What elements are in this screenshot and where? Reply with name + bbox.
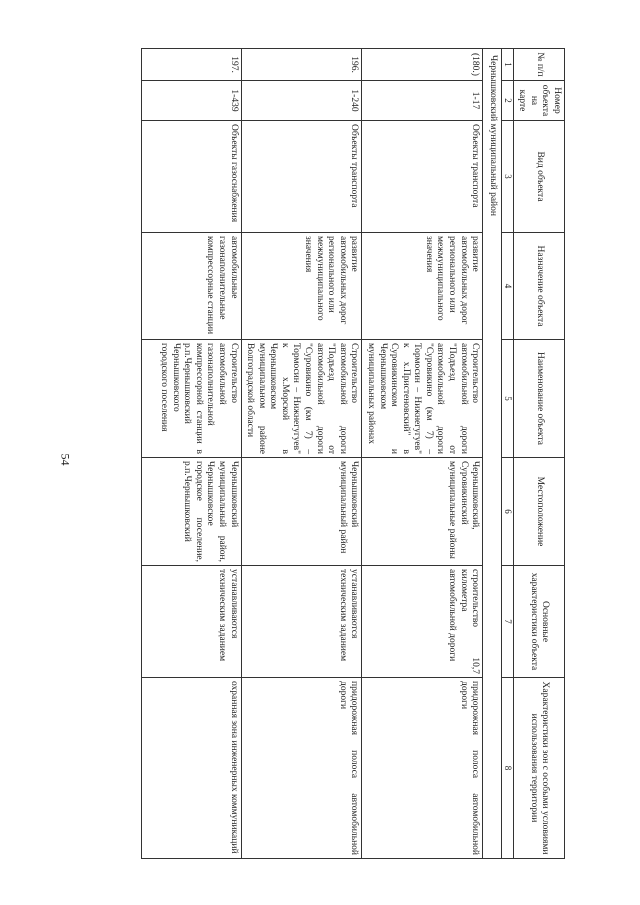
object-name: Строительство автомобильной газонаполнительной компрессорной станции в р.п.Чернышковский Чернышковского городского поселения xyxy=(141,340,241,458)
header-cell: Назначение объекта xyxy=(513,233,564,340)
object-kind: Объекты транспорта xyxy=(241,121,362,233)
object-location: Чернышковский муниципальный район xyxy=(241,458,362,566)
object-location: Чернышковский, Суровикинский муниципальные районы xyxy=(362,458,483,566)
page-number: 54 xyxy=(58,453,73,466)
header-row xyxy=(513,49,564,859)
column-number: 2 xyxy=(501,81,513,121)
column-number: 5 xyxy=(501,340,513,458)
table-row xyxy=(141,49,241,859)
row-number: 197. xyxy=(141,49,241,81)
objects-table xyxy=(141,48,565,859)
object-kind: Объекты газоснабжения xyxy=(141,121,241,233)
section-title: Чернышковский муниципальный район xyxy=(483,49,502,859)
header-cell: Местоположение xyxy=(513,458,564,566)
column-number: 1 xyxy=(501,49,513,81)
column-number-row xyxy=(501,49,513,859)
table-row xyxy=(362,49,483,859)
table-row xyxy=(241,49,362,859)
section-row xyxy=(483,49,502,859)
object-name: Строительство автомобильной дороги "Подъезд от автомобильной дороги "Суровикино (км 7) – Тормосин – Нижнегугуев" к х.Морской в Чернышковском муниципальном районе Волгоградской области xyxy=(241,340,362,458)
object-purpose: автомобильные газонаполнительные компрессорные станции xyxy=(141,233,241,340)
column-number: 8 xyxy=(501,678,513,859)
object-characteristics: устанавливаются техническим заданием xyxy=(241,566,362,678)
header-cell: Номер объекта на карте xyxy=(513,81,564,121)
object-purpose: развитие автомобильных дорог регионального или межмуниципального значения xyxy=(362,233,483,340)
column-number: 7 xyxy=(501,566,513,678)
row-number: 196. xyxy=(241,49,362,81)
rotated-sheet xyxy=(80,48,640,858)
map-id: 1-439 xyxy=(141,81,241,121)
header-cell: № п/п xyxy=(513,49,564,81)
object-characteristics: устанавливаются техническим заданием xyxy=(141,566,241,678)
zone-characteristics: придорожная полоса автомобильной дороги xyxy=(362,678,483,859)
object-kind: Объекты транспорта xyxy=(362,121,483,233)
header-cell: Основные характеристики объекта xyxy=(513,566,564,678)
object-name: Строительство автомобильной дороги "Подъезд от автомобильной дороги "Суровикино (км 7) – Тормосин – Нижнегугуев" к х.Пристеновский" в Суровикинском и Чернышковском муниципальных районах xyxy=(362,340,483,458)
column-number: 4 xyxy=(501,233,513,340)
map-id: 1-240 xyxy=(241,81,362,121)
column-number: 3 xyxy=(501,121,513,233)
object-characteristics: строительство 10,7 километра автомобильной дороги xyxy=(362,566,483,678)
object-location: Чернышковский муниципальный район, Чернышковское городское поселение, р.п.Чернышковский xyxy=(141,458,241,566)
zone-characteristics: придорожная полоса автомобильной дороги xyxy=(241,678,362,859)
rotated-content xyxy=(80,48,565,858)
map-id: 1-17 xyxy=(362,81,483,121)
column-number: 6 xyxy=(501,458,513,566)
row-number: (180.) xyxy=(362,49,483,81)
header-cell: Вид объекта xyxy=(513,121,564,233)
zone-characteristics: охранная зона инженерных коммуникаций xyxy=(141,678,241,859)
header-cell: Характеристики зон с особыми условиями использования территории xyxy=(513,678,564,859)
object-purpose: развитие автомобильных дорог регионального или межмуниципального значения xyxy=(241,233,362,340)
header-cell: Наименование объекта xyxy=(513,340,564,458)
